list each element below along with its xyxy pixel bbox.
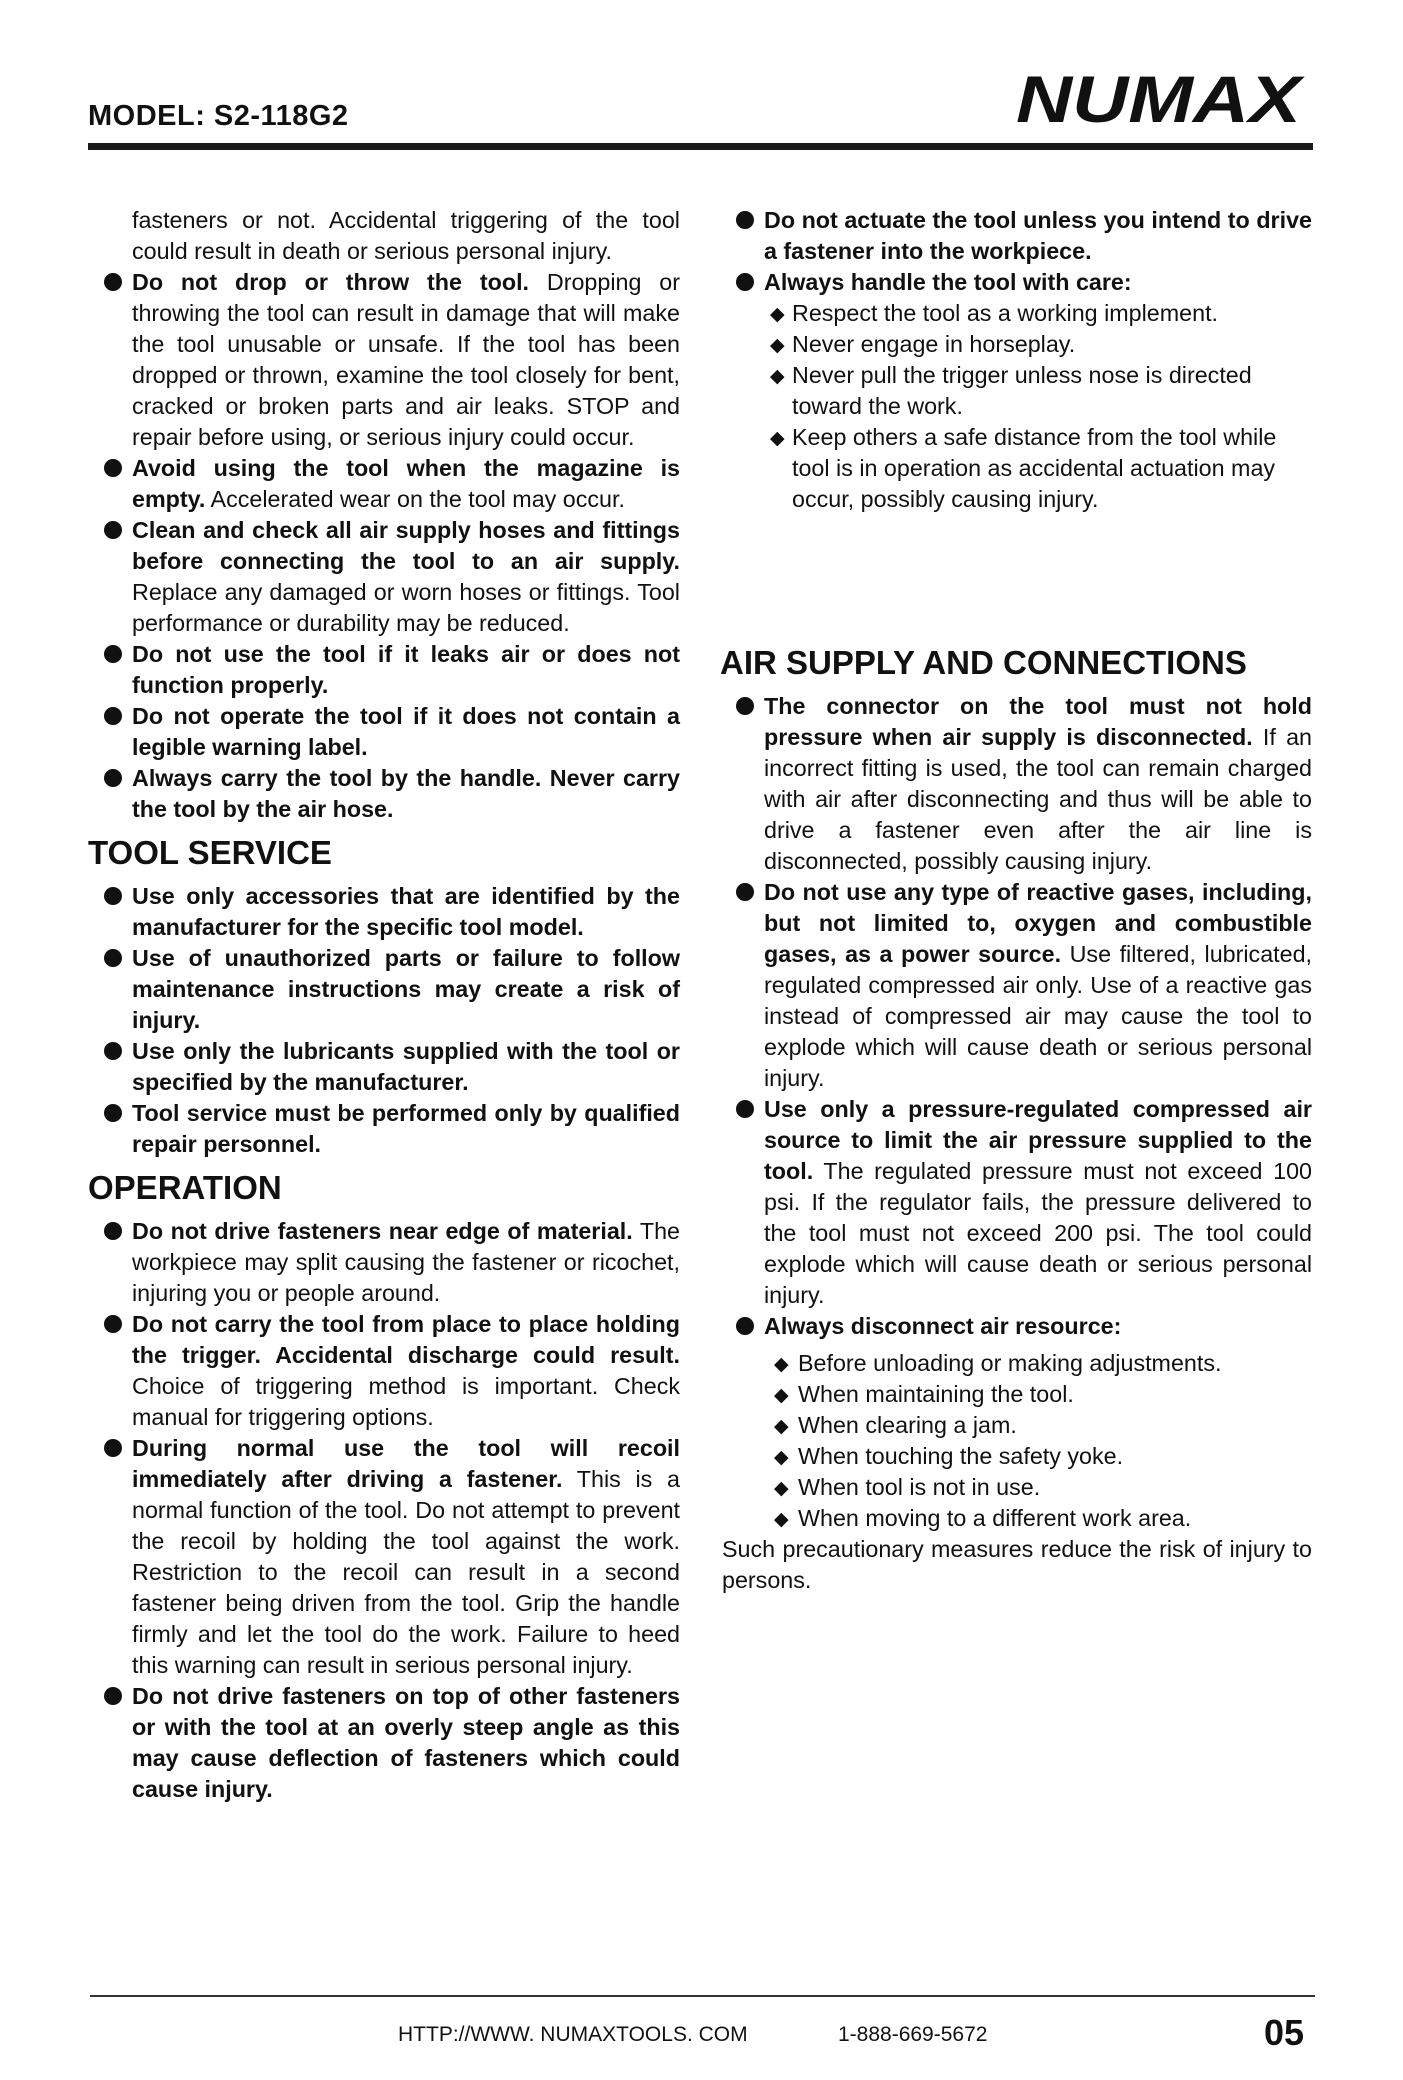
page-number: 05 [1264,2012,1305,2053]
diamond-icon: ◆ [770,366,785,387]
brand-wordmark: NUMAX [1016,62,1306,134]
diamond-icon: ◆ [774,1447,789,1468]
sub-list-item: ◆ When moving to a different work area. [722,1503,1312,1534]
bullet-icon [104,521,122,539]
bullet-icon [104,1439,122,1457]
list-item: Do not actuate the tool unless you intend to drive a fastener into the workpiece. [722,205,1312,267]
bullet-icon [104,707,122,725]
bullet-icon [736,697,754,715]
diamond-icon: ◆ [770,428,785,449]
bullet-icon [736,273,754,291]
section-title-tool-service: TOOL SERVICE [88,834,332,871]
bullet-icon [104,887,122,905]
bullet-icon [736,1100,754,1118]
sub-list-item: ◆ Respect the tool as a working implement. [722,298,1312,329]
list-item: Tool service must be performed only by qualified repair personnel. [90,1098,680,1160]
sub-list-item: ◆ Never pull the trigger unless nose is directed toward the work. [770,362,1252,419]
header-divider [88,143,1313,150]
numax-logo [1010,62,1310,134]
diamond-icon: ◆ [774,1416,789,1437]
bullet-icon [736,211,754,229]
diamond-icon: ◆ [774,1385,789,1406]
diamond-icon: ◆ [770,304,785,325]
closing-paragraph: Such precautionary measures reduce the risk of injury to persons. [722,1536,1312,1593]
list-item: Use only the lubricants supplied with the tool or specified by the manufacturer. [90,1036,680,1098]
sub-list-item: ◆ Never engage in horseplay. [722,329,1312,360]
bullet-icon [104,1687,122,1705]
footer-divider [90,1995,1315,1997]
bullet-icon [104,459,122,477]
bullet-icon [736,883,754,901]
bullet-icon [736,1317,754,1335]
list-item: Do not use the tool if it leaks air or does not function properly. [90,639,680,701]
list-item: During normal use the tool will recoil immediately after driving a fastener. This is a normal function of the tool. Do not attempt to prevent the recoil by holding the tool against the work. Restriction to the recoil can result in a second fastener being driven from the tool. Grip the handle firmly and let the tool do the work. Failure to heed this warning can result in serious personal injury. [90,1433,680,1681]
list-item: The connector on the tool must not hold pressure when air supply is disconnected. If an incorrect fitting is used, the tool can remain charged with air after disconnecting and thus will be able to drive a fastener even after the air line is disconnected, possibly causing injury. [722,691,1312,877]
intro-continuation: fasteners or not. Accidental triggering of the tool could result in death or serious personal injury. [132,207,680,264]
list-item: Use of unauthorized parts or failure to follow maintenance instructions may create a risk of injury. [90,943,680,1036]
list-item: Do not drive fasteners on top of other fasteners or with the tool at an overly steep angle as this may cause deflection of fasteners which could cause injury. [90,1681,680,1805]
phone-number: 1-888-669-5672 [838,2023,988,2046]
section-title-operation: OPERATION [88,1169,282,1206]
diamond-icon: ◆ [774,1354,789,1375]
bullet-icon [104,1222,122,1240]
bullet-icon [104,273,122,291]
section-title-air-supply: AIR SUPPLY AND CONNECTIONS [720,644,1247,681]
bullet-icon [104,769,122,787]
list-item: Always disconnect air resource: [722,1311,1312,1342]
list-item: Do not drop or throw the tool. Dropping or throwing the tool can result in damage that will make the tool unusable or unsafe. If the tool has been dropped or thrown, examine the tool closely for bent, cracked or broken parts and air leaks. STOP and repair before using, or serious injury could occur. [90,267,680,453]
sub-list-item: ◆ When touching the safety yoke. [722,1441,1312,1472]
list-item: Always carry the tool by the handle. Never carry the tool by the air hose. [90,763,680,825]
list-item: Avoid using the tool when the magazine is empty. Accelerated wear on the tool may occur. [90,453,680,515]
model-label: MODEL: S2-118G2 [88,100,349,132]
list-item: Do not use any type of reactive gases, including, but not limited to, oxygen and combustible gases, as a power source. Use filtered, lubricated, regulated compressed air only. Use of a reactive gas instead of compressed air may cause the tool to explode which will cause death or serious personal injury. [722,877,1312,1094]
diamond-icon: ◆ [774,1478,789,1499]
bullet-icon [104,1042,122,1060]
list-item: Clean and check all air supply hoses and fittings before connecting the tool to an air supply. Replace any damaged or worn hoses or fittings. Tool performance or durability may be reduced. [90,515,680,639]
list-item: Use only accessories that are identified by the manufacturer for the specific tool model. [90,881,680,943]
list-item: Always handle the tool with care: [722,267,1312,298]
sub-list-item: ◆ Keep others a safe distance from the tool while tool is in operation as accidental actuation may occur, possibly causing injury. [770,424,1277,512]
bullet-icon [104,645,122,663]
sub-list-item: ◆ Before unloading or making adjustments. [722,1348,1312,1379]
bullet-icon [104,1104,122,1122]
left-column [90,205,680,1805]
diamond-icon: ◆ [770,335,785,356]
list-item: Do not drive fasteners near edge of material. The workpiece may split causing the fastener or ricochet, injuring you or people around. [90,1216,680,1309]
website-link[interactable]: HTTP://WWW. NUMAXTOOLS. COM [398,2023,748,2046]
list-item: Do not operate the tool if it does not contain a legible warning label. [90,701,680,763]
list-item: Do not carry the tool from place to place holding the trigger. Accidental discharge could result. Choice of triggering method is important. Check manual for triggering options. [90,1309,680,1433]
bullet-icon [104,949,122,967]
sub-list-item: ◆ When tool is not in use. [722,1472,1312,1503]
sub-list-item: ◆ When maintaining the tool. [722,1379,1312,1410]
sub-list-item: ◆ When clearing a jam. [722,1410,1312,1441]
diamond-icon: ◆ [774,1509,789,1530]
list-item: Use only a pressure-regulated compressed air source to limit the air pressure supplied to the tool. The regulated pressure must not exceed 100 psi. If the regulator fails, the pressure delivered to the tool must not exceed 200 psi. The tool could explode which will cause death or serious personal injury. [722,1094,1312,1311]
bullet-icon [104,1315,122,1333]
right-column [722,205,1312,1596]
